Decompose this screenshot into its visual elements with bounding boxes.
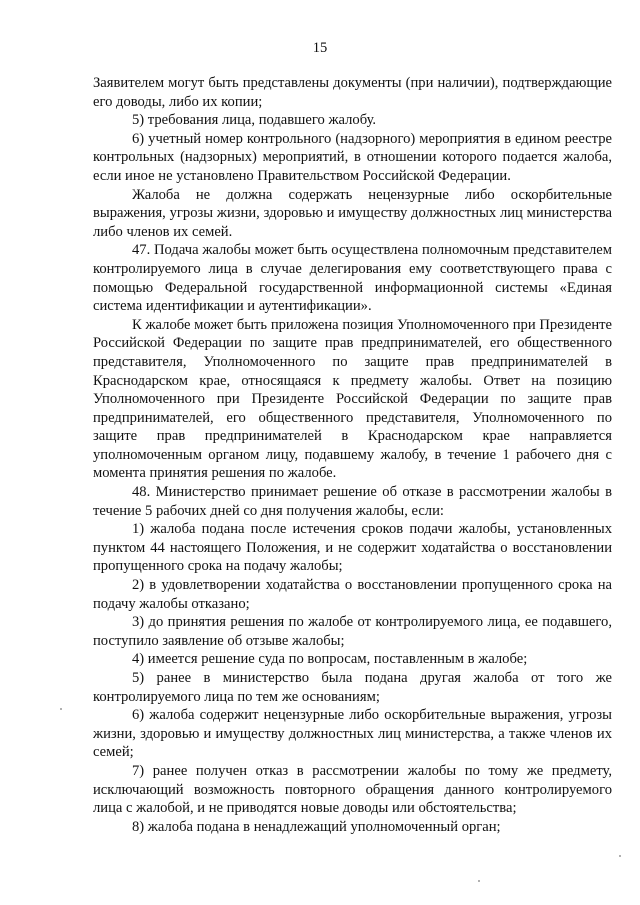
paragraph-complaint-content-restrictions: Жалоба не должна содержать нецензурные либо оскорбительные выражения, угрозы жизни, здоровью и имуществу должностных лиц министерства либо членов их семей. xyxy=(93,186,612,240)
paragraph-applicant-documents: Заявителем могут быть представлены документы (при наличии), подтверждающие его доводы, либо их копии; xyxy=(93,75,612,110)
paragraph-48-refusal: 48. Министерство принимает решение об отказе в рассмотрении жалобы в течение 5 рабочих дней со дня получения жалобы, если: xyxy=(93,484,612,519)
list-item-refusal-8: 8) жалоба подана в ненадлежащий уполномоченный орган; xyxy=(132,818,501,835)
paragraph-47-representative: 47. Подача жалобы может быть осуществлена полномочным представителем контролируемого лица в случае делегирования ему соответствующего права с помощью Федеральной государственной информационной системы «Единая система идентификации и аутентификации». xyxy=(93,242,612,315)
list-item-refusal-3: 3) до принятия решения по жалобе от контролируемого лица, ее подавшего, поступило заявление об отзыве жалобы; xyxy=(93,614,612,649)
list-item-refusal-5: 5) ранее в министерство была подана другая жалоба от того же контролируемого лица по тем же основаниям; xyxy=(93,670,612,705)
page-number: 15 xyxy=(312,40,328,56)
scan-speck xyxy=(60,708,62,710)
list-item-refusal-1: 1) жалоба подана после истечения сроков подачи жалобы, установленных пунктом 44 настоящего Положения, и не содержит ходатайства о восстановлении пропущенного срока на подачу жалобы; xyxy=(93,521,612,575)
paragraph-item-5-requirements: 5) требования лица, подавшего жалобу. xyxy=(132,112,377,129)
scan-speck xyxy=(619,855,621,857)
document-body xyxy=(93,74,612,836)
list-item-refusal-6: 6) жалоба содержит нецензурные либо оскорбительные выражения, угрозы жизни, здоровью и имуществу должностных лиц министерства, а также членов их семей; xyxy=(93,707,612,761)
list-item-refusal-7: 7) ранее получен отказ в рассмотрении жалобы по тому же предмету, исключающий возможность повторного обращения данного контролируемого лица с жалобой, и не приводятся новые доводы или обстоятельства; xyxy=(93,762,612,817)
scan-speck xyxy=(478,880,480,882)
list-item-refusal-4: 4) имеется решение суда по вопросам, поставленным в жалобе; xyxy=(132,651,528,668)
paragraph-item-6-registry-number: 6) учетный номер контрольного (надзорного) мероприятия в едином реестре контрольных (надзорных) мероприятий, в отношении которого подается жалоба, если иное не установлено Правительством Российской Федерации. xyxy=(93,130,612,184)
paragraph-ombudsman-position: К жалобе может быть приложена позиция Уполномоченного при Президенте Российской Федерации по защите прав предпринимателей, его общественного представителя, Уполномоченного по защите прав предпринимателей в Краснодарском крае, относящаяся к предмету жалобы. Ответ на позицию Уполномоченного при Президенте Российской Федерации по защите прав предпринимателей, его общественного представителя, Уполномоченного по защите прав предпринимателей в Краснодарском крае направляется уполномоченным органом лицу, подавшему жалобу, в течение 1 рабочего дня с момента принятия решения по жалобе. xyxy=(93,316,612,482)
list-item-refusal-2: 2) в удовлетворении ходатайства о восстановлении пропущенного срока на подачу жалобы отказано; xyxy=(93,577,612,612)
